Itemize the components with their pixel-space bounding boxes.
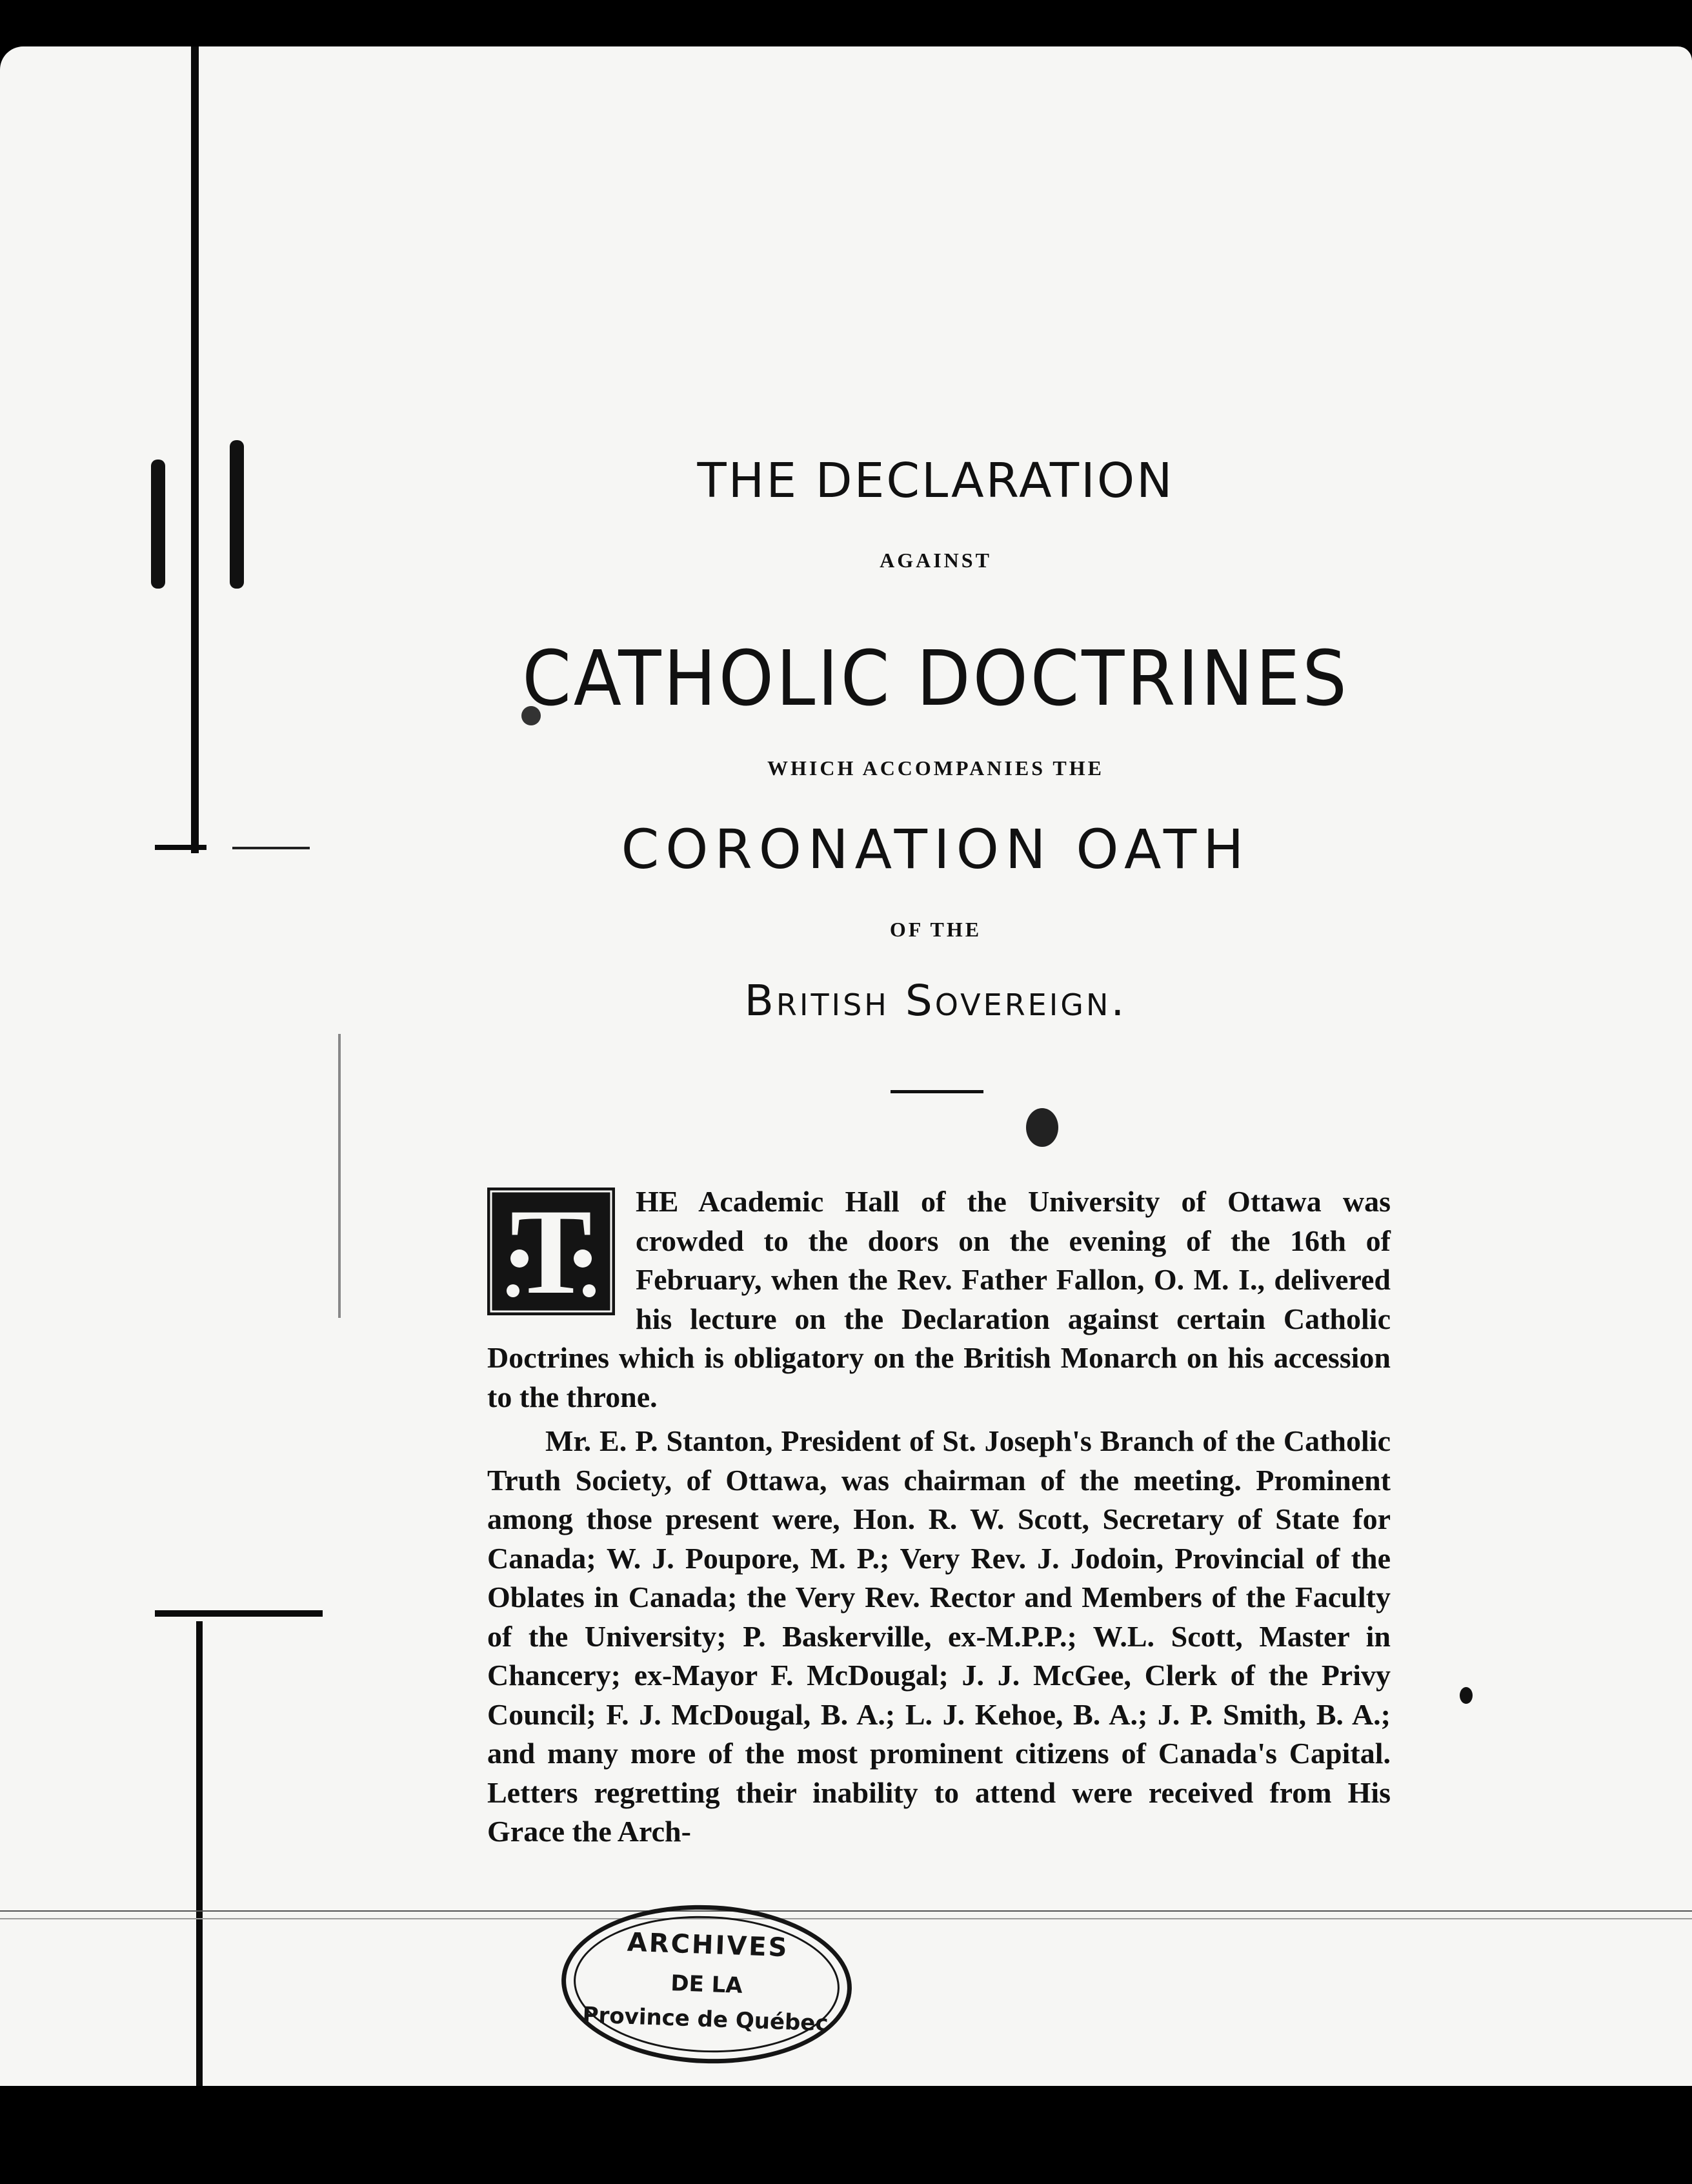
- scan-rule: [0, 1918, 1692, 1919]
- title-coronation-oath: CORONATION OATH: [621, 818, 1251, 881]
- title-against: AGAINST: [880, 549, 992, 572]
- scan-border-bottom: [0, 2086, 1692, 2184]
- title-of-the: OF THE: [889, 918, 982, 941]
- archives-stamp: [559, 1900, 854, 2068]
- title-catholic-doctrines: CATHOLIC DOCTRINES: [522, 634, 1349, 723]
- scan-border-top: [0, 0, 1692, 46]
- scan-artifact: [338, 1034, 341, 1318]
- stamp-line-2: DE LA: [670, 1970, 743, 1999]
- stamp-line-1: ARCHIVES: [627, 1927, 790, 1963]
- dropcap-letter: T: [510, 1188, 592, 1315]
- binding-mark: [155, 845, 206, 850]
- paragraph-2: Mr. E. P. Stanton, President of St. Joseph's Branch of the Catholic Truth Society, of Ottawa, was chairman of the meeting. Prominent among those present were, Hon. R. W. Scott, Secretary of State for Canada; W. J. Poupore, M. P.; Very Rev. J. Jodoin, Provincial of the Oblates in Canada; the Very Rev. Rector and Members of the Faculty of the University; P. Baskerville, ex-M.P.P.; W.L. Scott, Master in Chancery; ex-Mayor F. McDougal; J. J. McGee, Clerk of the Privy Council; F. J. McDougal, B. A.; L. J. Kehoe, B. A.; J. P. Smith, B. A.; and many more of the most prominent citizens of Canada's Capital. Letters regretting their inability to attend were received from His Grace the Arch-: [487, 1424, 1391, 1848]
- title-which-accompanies: WHICH ACCOMPANIES THE: [767, 756, 1104, 780]
- ink-blot: [1026, 1108, 1058, 1147]
- document-page: [0, 46, 1692, 2086]
- binding-mark: [230, 440, 244, 589]
- body-text: [487, 1182, 1391, 1857]
- title-british-sovereign: British Sovereign.: [744, 976, 1127, 1026]
- binding-mark: [151, 460, 165, 589]
- binding-line: [191, 46, 199, 853]
- stamp-line-3: Province de Québec: [581, 2002, 829, 2037]
- binding-mark: [155, 1610, 323, 1617]
- dropcap: [487, 1188, 615, 1315]
- scan-artifact: [1460, 1687, 1473, 1704]
- title-rule: [891, 1090, 983, 1093]
- binding-mark: [232, 847, 310, 849]
- scan-rule: [0, 1910, 1692, 1912]
- paragraph-1: HE Academic Hall of the University of Ottawa was crowded to the doors on the evening of the 16th of February, when the Rev. Father Fallon, O. M. I., delivered his lecture on the Declaration against certain Catholic Doctrines which is obligatory on the British Monarch on his accession to the throne.: [487, 1185, 1391, 1413]
- binding-line: [196, 1621, 203, 2086]
- title-declaration: THE DECLARATION: [697, 453, 1174, 509]
